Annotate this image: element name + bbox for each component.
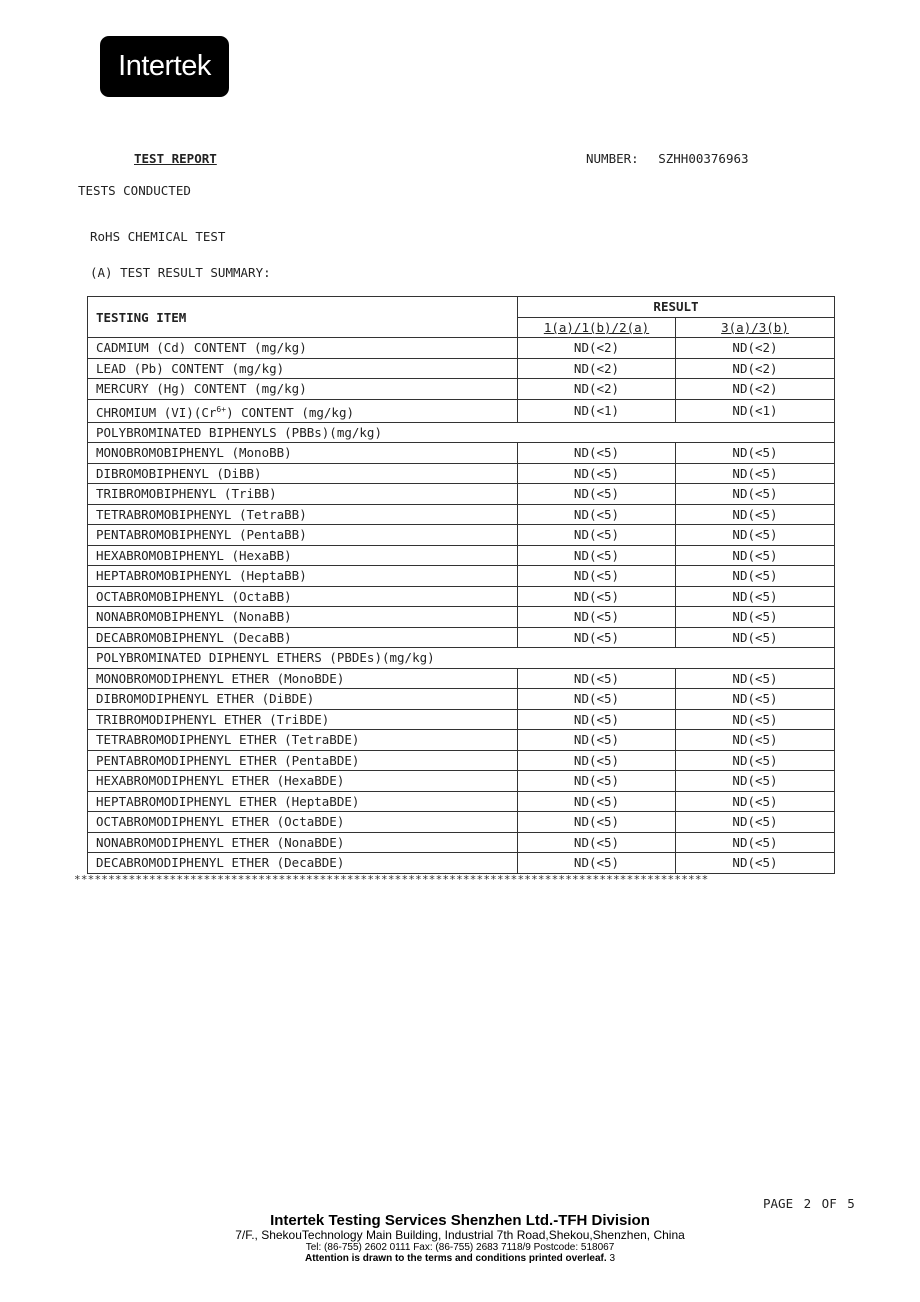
result-cell-1: ND(<5) — [518, 566, 676, 587]
result-cell-2: ND(<2) — [676, 358, 835, 379]
section-heading: RoHS CHEMICAL TEST — [90, 229, 226, 244]
testing-item-cell: NONABROMODIPHENYL ETHER (NonaBDE) — [88, 832, 518, 853]
result-cell-1: ND(<2) — [518, 338, 676, 359]
result-cell-1: ND(<5) — [518, 689, 676, 710]
testing-item-cell: LEAD (Pb) CONTENT (mg/kg) — [88, 358, 518, 379]
page-number: PAGE 2 OF 5 — [763, 1196, 855, 1211]
result-cell-2: ND(<5) — [676, 832, 835, 853]
col-sub-header-2: 3(a)/3(b) — [676, 317, 835, 338]
testing-item-cell: TETRABROMOBIPHENYL (TetraBB) — [88, 504, 518, 525]
table-row — [88, 379, 835, 400]
result-cell-2: ND(<5) — [676, 709, 835, 730]
result-cell-1: ND(<5) — [518, 443, 676, 464]
result-cell-1: ND(<5) — [518, 709, 676, 730]
testing-item-text: ) CONTENT (mg/kg) — [226, 404, 354, 420]
logo-text: Intertek — [118, 50, 211, 82]
table-row — [88, 607, 835, 628]
result-cell-2: ND(<5) — [676, 689, 835, 710]
footer-attention-text: Attention is drawn to the terms and conditions printed overleaf. — [304, 1253, 607, 1264]
intertek-logo — [100, 36, 229, 97]
result-cell-1: ND(<2) — [518, 358, 676, 379]
result-cell-1: ND(<5) — [518, 730, 676, 751]
result-cell-2: ND(<5) — [676, 853, 835, 874]
table-row — [88, 689, 835, 710]
table-row — [88, 730, 835, 751]
testing-item-superscript: 6+ — [216, 404, 227, 414]
testing-item-cell: OCTABROMODIPHENYL ETHER (OctaBDE) — [88, 812, 518, 833]
footer-attention — [0, 1253, 920, 1264]
report-number-label: NUMBER: — [586, 151, 639, 166]
result-cell-1: ND(<5) — [518, 853, 676, 874]
testing-item-cell: HEXABROMOBIPHENYL (HexaBB) — [88, 545, 518, 566]
testing-item-cell: OCTABROMOBIPHENYL (OctaBB) — [88, 586, 518, 607]
result-cell-1: ND(<5) — [518, 586, 676, 607]
testing-item-cell: DECABROMODIPHENYL ETHER (DecaBDE) — [88, 853, 518, 874]
testing-item-cell — [88, 399, 518, 422]
result-cell-2: ND(<5) — [676, 566, 835, 587]
footer — [0, 1212, 920, 1264]
result-cell-1: ND(<5) — [518, 484, 676, 505]
result-cell-1: ND(<5) — [518, 832, 676, 853]
table-row — [88, 525, 835, 546]
testing-item-cell: NONABROMOBIPHENYL (NonaBB) — [88, 607, 518, 628]
col-testing-item-header: TESTING ITEM — [88, 297, 518, 338]
col-result-header: RESULT — [518, 297, 835, 318]
testing-item-cell: DECABROMOBIPHENYL (DecaBB) — [88, 627, 518, 648]
table-row — [88, 750, 835, 771]
result-cell-2: ND(<5) — [676, 730, 835, 751]
result-cell-2: ND(<5) — [676, 812, 835, 833]
result-cell-2: ND(<5) — [676, 443, 835, 464]
testing-item-text: CHROMIUM (VI)(Cr — [96, 404, 217, 420]
table-row — [88, 484, 835, 505]
table-row — [88, 358, 835, 379]
result-cell-1: ND(<5) — [518, 791, 676, 812]
result-cell-1: ND(<5) — [518, 668, 676, 689]
table-row — [88, 627, 835, 648]
table-row — [88, 586, 835, 607]
result-cell-2: ND(<5) — [676, 791, 835, 812]
result-cell-2: ND(<5) — [676, 463, 835, 484]
testing-item-cell: HEPTABROMOBIPHENYL (HeptaBB) — [88, 566, 518, 587]
table-row — [88, 812, 835, 833]
testing-item-cell: HEPTABROMODIPHENYL ETHER (HeptaBDE) — [88, 791, 518, 812]
end-of-table-stars: ********************************************************************************************* — [74, 873, 709, 886]
table-row — [88, 504, 835, 525]
footer-attention-number: 3 — [609, 1253, 616, 1264]
result-cell-2: ND(<5) — [676, 607, 835, 628]
result-cell-1: ND(<5) — [518, 504, 676, 525]
result-cell-1: ND(<5) — [518, 545, 676, 566]
table-group-row — [88, 422, 835, 443]
testing-item-cell: DIBROMOBIPHENYL (DiBB) — [88, 463, 518, 484]
table-row — [88, 443, 835, 464]
results-table — [87, 296, 835, 874]
group-label: POLYBROMINATED BIPHENYLS (PBBs)(mg/kg) — [88, 422, 835, 443]
subsection-heading: (A) TEST RESULT SUMMARY: — [90, 265, 271, 280]
report-number — [586, 151, 749, 166]
table-row — [88, 709, 835, 730]
testing-item-cell: HEXABROMODIPHENYL ETHER (HexaBDE) — [88, 771, 518, 792]
result-cell-1: ND(<5) — [518, 812, 676, 833]
footer-address: 7/F., ShekouTechnology Main Building, Industrial 7th Road,Shekou,Shenzhen, China — [235, 1228, 685, 1242]
table-row — [88, 399, 835, 422]
result-cell-2: ND(<5) — [676, 750, 835, 771]
table-row — [88, 338, 835, 359]
result-cell-2: ND(<5) — [676, 545, 835, 566]
results-table-body — [88, 338, 835, 874]
testing-item-cell: TRIBROMOBIPHENYL (TriBB) — [88, 484, 518, 505]
tests-conducted-heading: TESTS CONDUCTED — [78, 183, 191, 198]
footer-contact: Tel: (86-755) 2602 0111 Fax: (86-755) 2683 7118/9 Postcode: 518067 — [305, 1242, 615, 1253]
table-row — [88, 771, 835, 792]
result-cell-1: ND(<5) — [518, 771, 676, 792]
result-cell-1: ND(<1) — [518, 399, 676, 422]
group-label: POLYBROMINATED DIPHENYL ETHERS (PBDEs)(mg/kg) — [88, 648, 835, 669]
result-cell-2: ND(<1) — [676, 399, 835, 422]
testing-item-cell: MERCURY (Hg) CONTENT (mg/kg) — [88, 379, 518, 400]
table-row — [88, 668, 835, 689]
result-cell-1: ND(<5) — [518, 463, 676, 484]
table-row — [88, 791, 835, 812]
testing-item-cell: PENTABROMODIPHENYL ETHER (PentaBDE) — [88, 750, 518, 771]
result-cell-1: ND(<5) — [518, 750, 676, 771]
result-cell-1: ND(<2) — [518, 379, 676, 400]
testing-item-cell: PENTABROMOBIPHENYL (PentaBB) — [88, 525, 518, 546]
testing-item-cell: DIBROMODIPHENYL ETHER (DiBDE) — [88, 689, 518, 710]
testing-item-cell: TETRABROMODIPHENYL ETHER (TetraBDE) — [88, 730, 518, 751]
result-cell-1: ND(<5) — [518, 607, 676, 628]
result-cell-2: ND(<5) — [676, 668, 835, 689]
result-cell-2: ND(<2) — [676, 338, 835, 359]
table-group-row — [88, 648, 835, 669]
table-row — [88, 545, 835, 566]
result-cell-2: ND(<5) — [676, 586, 835, 607]
col-sub-header-1: 1(a)/1(b)/2(a) — [518, 317, 676, 338]
footer-company: Intertek Testing Services Shenzhen Ltd.-TFH Division — [270, 1212, 650, 1229]
testing-item-cell: CADMIUM (Cd) CONTENT (mg/kg) — [88, 338, 518, 359]
table-row — [88, 566, 835, 587]
result-cell-2: ND(<2) — [676, 379, 835, 400]
testing-item-cell: TRIBROMODIPHENYL ETHER (TriBDE) — [88, 709, 518, 730]
table-row — [88, 463, 835, 484]
result-cell-1: ND(<5) — [518, 525, 676, 546]
result-cell-1: ND(<5) — [518, 627, 676, 648]
result-cell-2: ND(<5) — [676, 771, 835, 792]
table-row — [88, 832, 835, 853]
report-number-value: SZHH00376963 — [658, 151, 749, 166]
result-cell-2: ND(<5) — [676, 504, 835, 525]
result-cell-2: ND(<5) — [676, 627, 835, 648]
report-title: TEST REPORT — [134, 151, 217, 166]
result-cell-2: ND(<5) — [676, 484, 835, 505]
testing-item-cell: MONOBROMOBIPHENYL (MonoBB) — [88, 443, 518, 464]
table-row — [88, 853, 835, 874]
testing-item-cell: MONOBROMODIPHENYL ETHER (MonoBDE) — [88, 668, 518, 689]
result-cell-2: ND(<5) — [676, 525, 835, 546]
